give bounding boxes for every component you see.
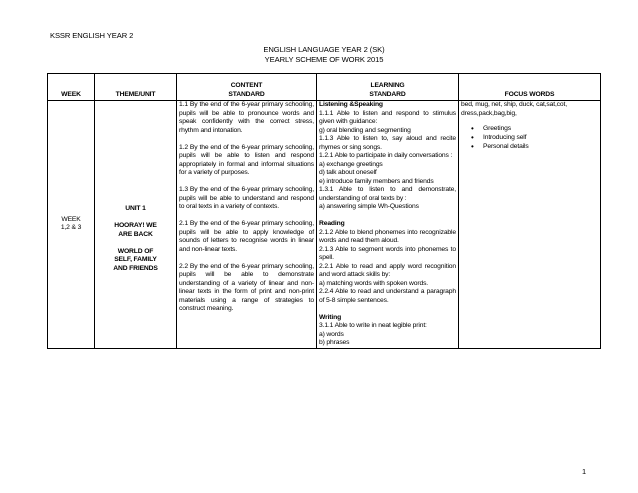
list-item: • Personal details [483, 142, 598, 151]
learning-line: 2.1.3 Able to segment words into phonemes to spell. [319, 245, 456, 261]
listening-heading: Listening &Speaking [319, 101, 383, 108]
learning-line: 2.2.4 Able to read and understand a paragraph of 5-8 simple sentences. [319, 288, 456, 304]
writing-heading: Writing [319, 313, 342, 321]
running-header: KSSR ENGLISH YEAR 2 [50, 31, 134, 40]
table-header-row [48, 74, 601, 101]
learning-line: b) phrases [319, 339, 350, 346]
learning-line: 2.2.1 Able to read and apply word recognition and word attack skills by: [319, 262, 456, 278]
learning-line: a) words [319, 330, 344, 338]
scheme-of-work-table [47, 73, 601, 349]
list-item: • Introducing self [483, 133, 598, 142]
table-row [48, 101, 601, 349]
document-title [0, 45, 638, 65]
col-header-content-standard: CONTENT STANDARD [177, 74, 317, 101]
reading-heading: Reading [319, 220, 345, 227]
col-header-week: WEEK [48, 74, 95, 101]
learning-line: a) exchange greetings [319, 160, 383, 168]
focus-words-text: bed, mug, net, ship, duck, cat,sat,cot, dress,pack,bag,big, [461, 101, 567, 117]
content-standard-1-3: 1.3 By the end of the 6-year primary schooling, pupils will be able to understand and respond to oral texts in a variety of contexts. [179, 186, 314, 210]
learning-line: 1.3.1 Able to listen to and demonstrate, understanding of oral texts by : [319, 186, 456, 202]
learning-line: 1.1.3 Able to listen to, say aloud and recite rhymes or sing songs. [319, 135, 456, 151]
learning-line: 3.1.1 Able to write in neat legible print: [319, 322, 427, 329]
page-number: 1 [582, 467, 587, 476]
week-cell: WEEK 1,2 & 3 [48, 101, 95, 349]
learning-line: a) matching words with spoken words. [319, 279, 429, 287]
content-standard-cell [177, 101, 317, 349]
learning-line: 1.2.1 Able to participate in daily conversations : [319, 152, 453, 159]
learning-standard-cell [317, 101, 459, 349]
col-header-focus-words: FOCUS WORDS [459, 74, 601, 101]
learning-line: d) talk about oneself [319, 169, 377, 176]
learning-line: g) oral blending and segmenting [319, 126, 411, 134]
title-line-2: YEARLY SCHEME OF WORK 2015 [264, 54, 384, 64]
list-item: • Greetings [483, 124, 598, 133]
learning-line: 1.1.1 Able to listen and respond to stimulus given with guidance: [319, 109, 456, 125]
theme-cell: UNIT 1 HOORAY! WE ARE BACK WORLD OF SELF, FAMILY AND FRIENDS [95, 101, 177, 349]
learning-line: a) answering simple Wh-Questions [319, 203, 419, 210]
focus-words-cell [459, 101, 601, 349]
content-standard-1-2: 1.2 By the end of the 6-year primary schooling, pupils will be able to listen and respond appropriately in formal and informal situations for a variety of purposes. [179, 143, 314, 176]
learning-line: e) introduce family members and friends [319, 177, 434, 185]
title-line-1: ENGLISH LANGUAGE YEAR 2 (SK) [263, 45, 385, 54]
col-header-learning-standard: LEARNING STANDARD [317, 74, 459, 101]
topics-list [461, 124, 598, 151]
content-standard-1-1: 1.1 By the end of the 6-year primary schooling, pupils will be able to pronounce words and speak confidently with the correct stress, rhythm and intonation. [179, 101, 314, 134]
content-standard-2-1: 2.1 By the end of the 6-year primary schooling, pupils will be able to apply knowledge of sounds of letters to recognise words in linear and non-linear texts. [179, 220, 314, 253]
col-header-theme: THEME/UNIT [95, 74, 177, 101]
content-standard-2-2: 2.2 By the end of the 6-year primary schooling, pupils will be able to demonstrate understanding of a variety of linear and non-linear texts in the form of print and non-print materials using a range of strategies to construct meaning. [179, 262, 314, 312]
learning-line: 2.1.2 Able to blend phonemes into recognizable words and read them aloud. [319, 228, 456, 244]
